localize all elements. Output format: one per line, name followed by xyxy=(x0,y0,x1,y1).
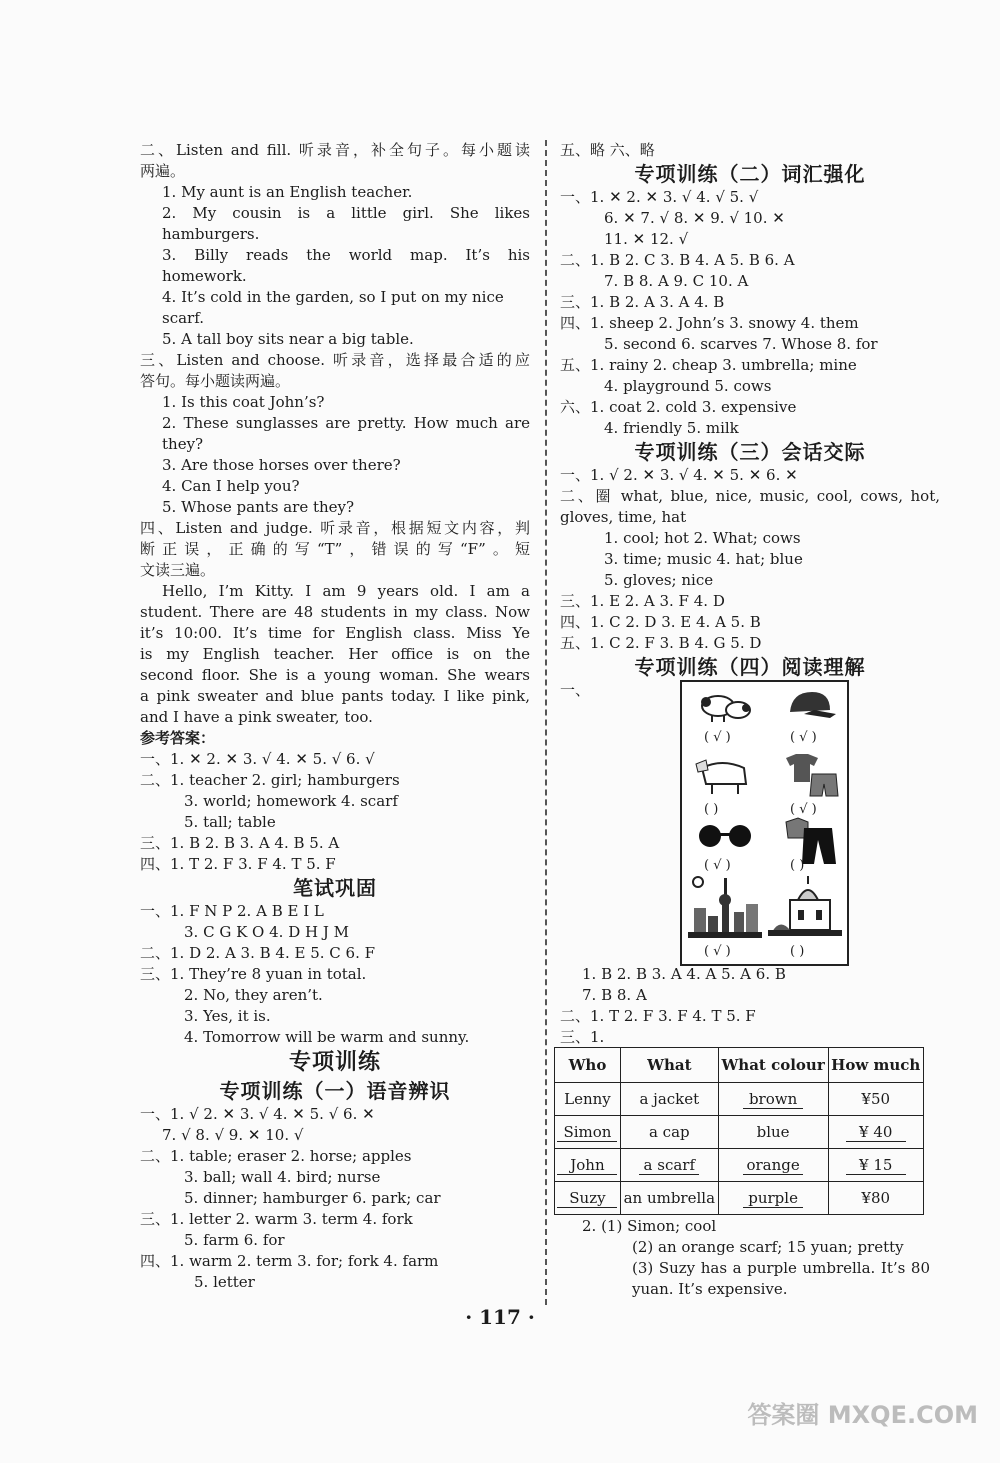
text-line: 3. world; homework 4. scarf xyxy=(184,792,398,810)
text-line: 一、1. F N P 2. A B E I L xyxy=(140,902,324,920)
filled-answer: brown xyxy=(743,1091,803,1109)
text-line: 7. √ 8. √ 9. ✕ 10. √ xyxy=(162,1126,304,1144)
text-line: 5. A tall boy sits near a big table. xyxy=(162,330,414,348)
city-skyline-icon xyxy=(688,874,762,940)
filled-answer: Simon xyxy=(557,1124,617,1142)
pic-answer-3: ( ) xyxy=(704,802,719,817)
text-line: homework. xyxy=(162,267,247,285)
text-line: 五、1. rainy 2. cheap 3. umbrella; mine xyxy=(560,356,857,374)
right-column xyxy=(560,140,940,701)
text-line: 5. Whose pants are they? xyxy=(162,498,355,516)
section-heading: 专项训练 xyxy=(288,1050,381,1075)
table-header: What colour xyxy=(718,1048,828,1083)
text-line: 三、1. B 2. A 3. A 4. B xyxy=(560,293,725,311)
filled-answer: John xyxy=(557,1157,617,1175)
text-line: 参考答案： xyxy=(140,729,216,747)
text-line: 文读三遍。 xyxy=(140,561,216,579)
text-line: 4. friendly 5. milk xyxy=(604,419,739,437)
section-heading: 专项训练（三）会话交际 xyxy=(634,440,866,464)
table-cell: a jacket xyxy=(620,1083,718,1116)
text-line: 四、1. C 2. D 3. E 4. A 5. B xyxy=(560,613,761,631)
table-cell xyxy=(620,1149,718,1182)
text-line: 四、1. T 2. F 3. F 4. T 5. F xyxy=(140,855,336,873)
text-line: 二、1. table; eraser 2. horse; apples xyxy=(140,1147,412,1165)
text-line: 5. farm 6. for xyxy=(184,1231,285,1249)
text-line: 三、1. E 2. A 3. F 4. D xyxy=(560,592,725,610)
text-line: 3. time; music 4. hat; blue xyxy=(604,550,803,568)
filled-answer: orange xyxy=(743,1157,803,1175)
text-line: 2. These sunglasses are pretty. How much are xyxy=(162,414,530,432)
text-line: 断正误，正确的写“T”，错误的写“F”。短 xyxy=(140,540,530,558)
text-line: 六、1. coat 2. cold 3. expensive xyxy=(560,398,797,416)
text-line: 一、 xyxy=(560,681,591,699)
table-header: How much xyxy=(828,1048,924,1083)
pic-answer-8: ( ) xyxy=(790,944,805,959)
filled-answer: ¥ 15 xyxy=(846,1157,906,1175)
text-line: 三、Listen and choose. 听录音，选择最合适的应 xyxy=(140,351,530,369)
table-followup-answers xyxy=(560,1216,930,1300)
text-line: 2. My cousin is a little girl. She likes xyxy=(162,204,530,222)
table-cell: an umbrella xyxy=(620,1182,718,1215)
text-line: 4. playground 5. cows xyxy=(604,377,772,395)
text-line: 二、1. T 2. F 3. F 4. T 5. F xyxy=(560,1007,756,1025)
watermark: 答案圈 MXQE.COM xyxy=(747,1401,978,1429)
page-number: · 117 · xyxy=(465,1305,535,1329)
column-divider xyxy=(545,140,547,1305)
table-row xyxy=(555,1083,924,1116)
text-line: 7. B 8. A xyxy=(582,986,647,1004)
sheep-icon xyxy=(696,688,754,726)
cap-icon xyxy=(784,688,838,724)
text-line: 三、1. letter 2. warm 3. term 4. fork xyxy=(140,1210,413,1228)
text-line: 1. B 2. B 3. A 4. A 5. A 6. B xyxy=(582,965,786,983)
pic-answer-4: ( √ ) xyxy=(790,802,817,817)
text-line: 3. ball; wall 4. bird; nurse xyxy=(184,1168,381,1186)
table-cell: ¥80 xyxy=(828,1182,924,1215)
text-line: 三、1. xyxy=(560,1028,605,1046)
text-line: 二、1. D 2. A 3. B 4. E 5. C 6. F xyxy=(140,944,376,962)
text-line: 5. tall; table xyxy=(184,813,276,831)
table-row xyxy=(555,1116,924,1149)
text-line: 4. Tomorrow will be warm and sunny. xyxy=(184,1028,470,1046)
temple-icon xyxy=(768,872,842,940)
text-line: gloves, time, hat xyxy=(560,508,687,526)
table-header: Who xyxy=(555,1048,621,1083)
text-line: 四、1. sheep 2. John’s 3. snowy 4. them xyxy=(560,314,859,332)
right-column-after-pictures xyxy=(560,964,940,1048)
filled-answer: purple xyxy=(743,1190,803,1208)
answer-table xyxy=(554,1047,924,1215)
table-cell xyxy=(828,1149,924,1182)
shirt-shorts-icon xyxy=(782,752,840,798)
table-cell xyxy=(828,1116,924,1149)
text-line: 1. cool; hot 2. What; cows xyxy=(604,529,801,547)
pic-answer-1: ( √ ) xyxy=(704,730,731,745)
text-line: it’s 10:00. It’s time for English class. Miss Ye xyxy=(140,624,530,642)
table-cell xyxy=(718,1182,828,1215)
text-line: 3. C G K O 4. D H J M xyxy=(184,923,349,941)
text-line: and I have a pink sweater, too. xyxy=(140,708,373,726)
pic-answer-6: ( ) xyxy=(790,858,805,873)
table-cell: Lenny xyxy=(555,1083,621,1116)
text-line: 5. dinner; hamburger 6. park; car xyxy=(184,1189,441,1207)
text-line: 五、1. C 2. F 3. B 4. G 5. D xyxy=(560,634,762,652)
pic-answer-2: ( √ ) xyxy=(790,730,817,745)
text-line: 一、1. ✕ 2. ✕ 3. √ 4. ✕ 5. √ 6. √ xyxy=(140,750,375,768)
table-cell xyxy=(718,1083,828,1116)
text-line: is my English teacher. Her office is on the xyxy=(140,645,530,663)
text-line: yuan. It’s expensive. xyxy=(632,1280,788,1298)
text-line: 二、1. B 2. C 3. B 4. A 5. B 6. A xyxy=(560,251,795,269)
text-line: 两遍。 xyxy=(140,162,186,180)
text-line: a pink sweater and blue pants today. I like pink, xyxy=(140,687,530,705)
text-line: 6. ✕ 7. √ 8. ✕ 9. √ 10. ✕ xyxy=(604,209,785,227)
text-line: 2. (1) Simon; cool xyxy=(582,1217,717,1235)
text-line: scarf. xyxy=(162,309,204,327)
table-cell xyxy=(555,1116,621,1149)
pic-answer-7: ( √ ) xyxy=(704,944,731,959)
table-cell: ¥50 xyxy=(828,1083,924,1116)
table-cell xyxy=(555,1149,621,1182)
table-cell: a cap xyxy=(620,1116,718,1149)
filled-answer: ¥ 40 xyxy=(846,1124,906,1142)
text-line: 3. Billy reads the world map. It’s his xyxy=(162,246,530,264)
text-line: 2. No, they aren’t. xyxy=(184,986,323,1004)
table-header: What xyxy=(620,1048,718,1083)
filled-answer: Suzy xyxy=(557,1190,617,1208)
text-line: second floor. She is a young woman. She wears xyxy=(140,666,530,684)
table-row xyxy=(555,1182,924,1215)
text-line: 二、圈 what, blue, nice, music, cool, cows, hot, xyxy=(560,487,940,505)
text-line: (3) Suzy has a purple umbrella. It’s 80 xyxy=(632,1259,930,1277)
table-row xyxy=(555,1149,924,1182)
text-line: 4. It’s cold in the garden, so I put on my nice xyxy=(162,288,504,306)
picture-grid xyxy=(680,680,849,966)
table-cell xyxy=(718,1149,828,1182)
table-cell xyxy=(555,1182,621,1215)
section-heading: 专项训练（二）词汇强化 xyxy=(634,162,866,186)
text-line: 4. Can I help you? xyxy=(162,477,300,495)
text-line: 二、1. teacher 2. girl; hamburgers xyxy=(140,771,400,789)
text-line: 四、1. warm 2. term 3. for; fork 4. farm xyxy=(140,1252,439,1270)
filled-answer: a scarf xyxy=(639,1157,699,1175)
sunglasses-icon xyxy=(696,822,754,850)
text-line: 一、1. ✕ 2. ✕ 3. √ 4. √ 5. √ xyxy=(560,188,759,206)
text-line: 7. B 8. A 9. C 10. A xyxy=(604,272,749,290)
text-line: hamburgers. xyxy=(162,225,260,243)
left-column xyxy=(140,140,530,1293)
text-line: 1. My aunt is an English teacher. xyxy=(162,183,413,201)
text-line: 3. Yes, it is. xyxy=(184,1007,271,1025)
text-line: 三、1. They’re 8 yuan in total. xyxy=(140,965,367,983)
text-line: 5. second 6. scarves 7. Whose 8. for xyxy=(604,335,878,353)
text-line: 1. Is this coat John’s? xyxy=(162,393,325,411)
text-line: they? xyxy=(162,435,204,453)
section-heading: 专项训练（一）语音辨识 xyxy=(219,1079,451,1103)
text-line: (2) an orange scarf; 15 yuan; pretty xyxy=(632,1238,904,1256)
text-line: 3. Are those horses over there? xyxy=(162,456,401,474)
section-heading: 笔试巩固 xyxy=(293,876,377,900)
text-line: 二、Listen and fill. 听录音，补全句子。每小题读 xyxy=(140,141,530,159)
section-heading: 专项训练（四）阅读理解 xyxy=(634,655,866,679)
text-line: 答句。每小题读两遍。 xyxy=(140,372,291,390)
table-cell: blue xyxy=(718,1116,828,1149)
text-line: 五、略 六、略 xyxy=(560,141,655,159)
text-line: 5. letter xyxy=(194,1273,255,1291)
text-line: student. There are 48 students in my class. Now xyxy=(140,603,530,621)
text-line: 四、Listen and judge. 听录音，根据短文内容，判 xyxy=(140,519,530,537)
text-line: 三、1. B 2. B 3. A 4. B 5. A xyxy=(140,834,340,852)
text-line: 5. gloves; nice xyxy=(604,571,714,589)
text-line: 一、1. √ 2. ✕ 3. √ 4. ✕ 5. √ 6. ✕ xyxy=(140,1105,375,1123)
goat-icon xyxy=(692,754,756,798)
pic-answer-5: ( √ ) xyxy=(704,858,731,873)
text-line: Hello, I’m Kitty. I am 9 years old. I am a xyxy=(162,582,530,600)
text-line: 一、1. √ 2. ✕ 3. √ 4. ✕ 5. ✕ 6. ✕ xyxy=(560,466,798,484)
text-line: 11. ✕ 12. √ xyxy=(604,230,689,248)
